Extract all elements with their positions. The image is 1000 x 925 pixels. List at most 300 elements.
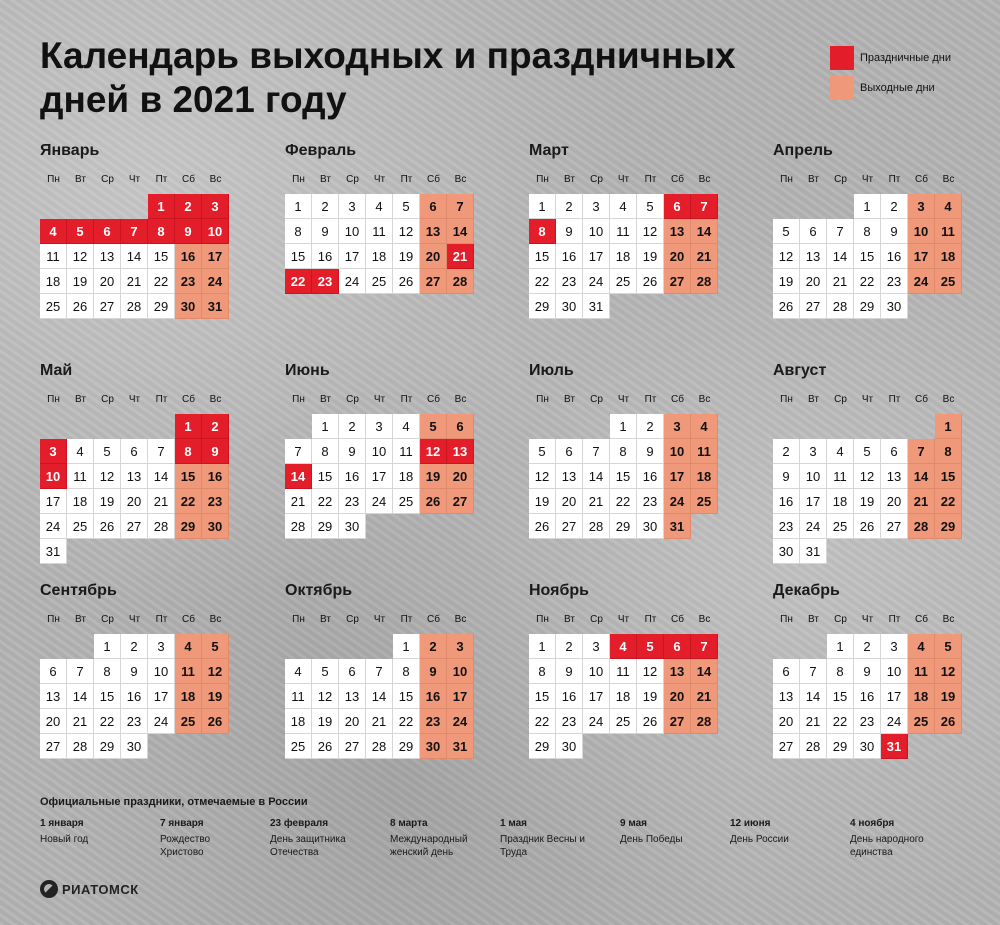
weekend-day-cell: 10 <box>908 219 935 244</box>
day-cell: 26 <box>854 514 881 539</box>
day-cell: 1 <box>854 194 881 219</box>
weekday-label: Сб <box>671 174 684 185</box>
month-name: Октябрь <box>285 582 353 599</box>
day-cell: 8 <box>529 659 556 684</box>
day-cell: 4 <box>285 659 312 684</box>
day-cell: 25 <box>366 269 393 294</box>
day-cell: 18 <box>610 684 637 709</box>
weekday-label: Пн <box>536 394 549 405</box>
day-cell: 10 <box>583 659 610 684</box>
weekday-label: Вс <box>698 174 711 185</box>
day-cell: 18 <box>285 709 312 734</box>
weekend-day-cell: 23 <box>175 269 202 294</box>
month-name: Июль <box>529 362 574 379</box>
weekend-day-cell: 20 <box>447 464 474 489</box>
day-cell: 2 <box>312 194 339 219</box>
day-cell: 11 <box>610 219 637 244</box>
weekend-day-cell: 20 <box>420 244 447 269</box>
weekday-label: Вт <box>564 394 575 405</box>
weekday-label: Чт <box>861 174 874 185</box>
empty-cell <box>339 634 366 659</box>
day-cell: 23 <box>881 269 908 294</box>
weekend-day-cell: 5 <box>202 634 229 659</box>
day-cell: 14 <box>800 684 827 709</box>
month-january <box>40 142 230 319</box>
empty-cell <box>529 414 556 439</box>
weekday-label: Ср <box>101 614 114 625</box>
day-cell: 7 <box>285 439 312 464</box>
day-cell: 17 <box>881 684 908 709</box>
day-cell: 16 <box>773 489 800 514</box>
holiday-item <box>620 817 730 846</box>
month-december <box>773 582 963 759</box>
day-cell: 23 <box>556 269 583 294</box>
weekend-day-cell: 22 <box>935 489 962 514</box>
day-cell: 20 <box>339 709 366 734</box>
day-cell: 29 <box>312 514 339 539</box>
holiday-day-cell: 6 <box>664 194 691 219</box>
day-cell: 24 <box>583 269 610 294</box>
legend-weekend-label: Выходные дни <box>860 82 935 94</box>
day-cell: 28 <box>148 514 175 539</box>
day-cell: 15 <box>312 464 339 489</box>
weekend-day-cell: 19 <box>420 464 447 489</box>
holiday-date: 4 ноября <box>850 818 895 829</box>
day-cell: 28 <box>800 734 827 759</box>
weekday-label: Чт <box>373 174 386 185</box>
day-cell: 26 <box>94 514 121 539</box>
holiday-day-cell: 1 <box>175 414 202 439</box>
weekday-label: Вт <box>75 614 86 625</box>
weekday-label: Ср <box>834 394 847 405</box>
month-may <box>40 362 230 564</box>
weekday-label: Пн <box>536 614 549 625</box>
day-cell: 30 <box>854 734 881 759</box>
holiday-item <box>270 817 370 859</box>
day-cell: 16 <box>556 684 583 709</box>
month-april <box>773 142 963 319</box>
weekend-day-cell: 27 <box>664 269 691 294</box>
day-cell: 8 <box>285 219 312 244</box>
day-cell: 12 <box>529 464 556 489</box>
day-cell: 3 <box>800 439 827 464</box>
weekday-label: Вт <box>75 394 86 405</box>
empty-cell <box>94 194 121 219</box>
weekend-day-cell: 31 <box>447 734 474 759</box>
day-cell: 5 <box>94 439 121 464</box>
weekend-day-cell: 7 <box>908 439 935 464</box>
day-cell: 25 <box>393 489 420 514</box>
legend <box>830 46 951 106</box>
day-cell: 17 <box>583 244 610 269</box>
weekend-day-cell: 6 <box>420 194 447 219</box>
day-cell: 15 <box>285 244 312 269</box>
weekend-day-cell: 25 <box>908 709 935 734</box>
holiday-day-cell: 13 <box>447 439 474 464</box>
weekday-label: Чт <box>617 614 630 625</box>
day-cell: 27 <box>339 734 366 759</box>
month-october <box>285 582 475 759</box>
day-cell: 1 <box>393 634 420 659</box>
weekday-label: Вс <box>454 174 467 185</box>
month-name: Декабрь <box>773 582 840 599</box>
weekday-label: Ср <box>101 174 114 185</box>
day-cell: 1 <box>285 194 312 219</box>
weekday-label: Сб <box>671 614 684 625</box>
day-cell: 7 <box>800 659 827 684</box>
days-grid <box>40 194 230 319</box>
weekday-header <box>285 173 475 187</box>
day-cell: 29 <box>827 734 854 759</box>
days-grid <box>529 194 719 319</box>
month-june <box>285 362 475 539</box>
day-cell: 4 <box>366 194 393 219</box>
day-cell: 11 <box>67 464 94 489</box>
days-grid <box>285 414 475 539</box>
weekday-label: Чт <box>373 394 386 405</box>
weekday-label: Вт <box>75 174 86 185</box>
month-name: Август <box>773 362 827 379</box>
weekend-day-cell: 17 <box>908 244 935 269</box>
weekday-label: Пн <box>292 174 305 185</box>
day-cell: 4 <box>610 194 637 219</box>
day-cell: 9 <box>339 439 366 464</box>
weekend-day-cell: 17 <box>664 464 691 489</box>
day-cell: 31 <box>40 539 67 564</box>
day-cell: 28 <box>366 734 393 759</box>
day-cell: 14 <box>67 684 94 709</box>
days-grid <box>285 634 475 759</box>
day-cell: 18 <box>393 464 420 489</box>
day-cell: 6 <box>773 659 800 684</box>
weekday-label: Ср <box>346 174 359 185</box>
day-cell: 29 <box>610 514 637 539</box>
day-cell: 16 <box>121 684 148 709</box>
day-cell: 29 <box>94 734 121 759</box>
weekend-swatch <box>830 76 854 100</box>
empty-cell <box>908 414 935 439</box>
day-cell: 28 <box>583 514 610 539</box>
day-cell: 1 <box>94 634 121 659</box>
day-cell: 17 <box>583 684 610 709</box>
weekday-header <box>773 613 963 627</box>
day-cell: 6 <box>339 659 366 684</box>
day-cell: 2 <box>881 194 908 219</box>
holiday-name: День России <box>730 834 789 845</box>
day-cell: 23 <box>773 514 800 539</box>
weekend-day-cell: 10 <box>664 439 691 464</box>
day-cell: 19 <box>312 709 339 734</box>
day-cell: 15 <box>854 244 881 269</box>
weekend-day-cell: 30 <box>420 734 447 759</box>
weekday-label: Вт <box>564 614 575 625</box>
weekday-label: Вт <box>320 394 331 405</box>
day-cell: 3 <box>339 194 366 219</box>
day-cell: 29 <box>148 294 175 319</box>
weekend-day-cell: 18 <box>691 464 718 489</box>
day-cell: 10 <box>366 439 393 464</box>
day-cell: 21 <box>800 709 827 734</box>
weekend-day-cell: 29 <box>175 514 202 539</box>
weekday-label: Ср <box>346 614 359 625</box>
day-cell: 27 <box>556 514 583 539</box>
day-cell: 22 <box>854 269 881 294</box>
day-cell: 22 <box>393 709 420 734</box>
holiday-day-cell: 23 <box>312 269 339 294</box>
day-cell: 22 <box>827 709 854 734</box>
day-cell: 10 <box>800 464 827 489</box>
day-cell: 6 <box>40 659 67 684</box>
weekday-label: Сб <box>671 394 684 405</box>
holiday-day-cell: 3 <box>40 439 67 464</box>
weekend-day-cell: 28 <box>908 514 935 539</box>
day-cell: 25 <box>610 269 637 294</box>
day-cell: 21 <box>121 269 148 294</box>
weekend-day-cell: 16 <box>202 464 229 489</box>
holiday-date: 8 марта <box>390 818 428 829</box>
weekday-label: Сб <box>427 614 440 625</box>
day-cell: 30 <box>637 514 664 539</box>
day-cell: 3 <box>583 194 610 219</box>
day-cell: 24 <box>148 709 175 734</box>
weekend-day-cell: 30 <box>175 294 202 319</box>
day-cell: 15 <box>529 684 556 709</box>
weekday-label: Сб <box>182 394 195 405</box>
holiday-day-cell: 6 <box>94 219 121 244</box>
day-cell: 4 <box>827 439 854 464</box>
empty-cell <box>773 194 800 219</box>
day-cell: 9 <box>637 439 664 464</box>
day-cell: 22 <box>529 709 556 734</box>
weekend-day-cell: 13 <box>664 659 691 684</box>
weekday-label: Пн <box>780 174 793 185</box>
weekday-label: Вт <box>564 174 575 185</box>
day-cell: 16 <box>881 244 908 269</box>
holiday-item <box>390 817 490 859</box>
weekend-day-cell: 17 <box>202 244 229 269</box>
weekend-day-cell: 11 <box>691 439 718 464</box>
days-grid <box>285 194 475 294</box>
day-cell: 20 <box>881 489 908 514</box>
day-cell: 21 <box>583 489 610 514</box>
day-cell: 30 <box>556 294 583 319</box>
weekday-label: Чт <box>128 614 141 625</box>
day-cell: 20 <box>556 489 583 514</box>
day-cell: 17 <box>40 489 67 514</box>
month-march <box>529 142 719 319</box>
day-cell: 23 <box>556 709 583 734</box>
weekday-label: Пн <box>47 174 60 185</box>
weekend-day-cell: 24 <box>664 489 691 514</box>
day-cell: 5 <box>312 659 339 684</box>
day-cell: 6 <box>800 219 827 244</box>
days-grid <box>529 634 719 759</box>
empty-cell <box>285 414 312 439</box>
day-cell: 17 <box>366 464 393 489</box>
holiday-date: 1 января <box>40 818 84 829</box>
holiday-name: Международный женский день <box>390 834 468 858</box>
day-cell: 29 <box>529 734 556 759</box>
weekend-day-cell: 19 <box>935 684 962 709</box>
weekend-day-cell: 24 <box>202 269 229 294</box>
holiday-day-cell: 9 <box>202 439 229 464</box>
weekday-label: Чт <box>617 174 630 185</box>
weekday-label: Сб <box>915 614 928 625</box>
day-cell: 28 <box>67 734 94 759</box>
empty-cell <box>854 414 881 439</box>
legend-weekend <box>830 76 951 100</box>
weekend-day-cell: 11 <box>175 659 202 684</box>
holiday-day-cell: 2 <box>202 414 229 439</box>
weekend-day-cell: 16 <box>420 684 447 709</box>
weekend-day-cell: 8 <box>935 439 962 464</box>
weekday-label: Пт <box>155 174 168 185</box>
day-cell: 8 <box>312 439 339 464</box>
weekend-day-cell: 18 <box>908 684 935 709</box>
weekday-label: Сб <box>427 174 440 185</box>
month-name: Февраль <box>285 142 357 159</box>
day-cell: 29 <box>854 294 881 319</box>
day-cell: 25 <box>67 514 94 539</box>
weekend-day-cell: 12 <box>202 659 229 684</box>
day-cell: 14 <box>827 244 854 269</box>
day-cell: 11 <box>827 464 854 489</box>
weekend-day-cell: 13 <box>420 219 447 244</box>
day-cell: 18 <box>610 244 637 269</box>
logo-text: РИАТОМСК <box>62 881 139 897</box>
day-cell: 20 <box>40 709 67 734</box>
weekend-day-cell: 7 <box>447 194 474 219</box>
weekday-label: Вс <box>454 614 467 625</box>
day-cell: 27 <box>94 294 121 319</box>
weekday-label: Сб <box>427 394 440 405</box>
day-cell: 16 <box>556 244 583 269</box>
day-cell: 4 <box>393 414 420 439</box>
month-february <box>285 142 475 294</box>
month-name: Май <box>40 362 73 379</box>
day-cell: 30 <box>881 294 908 319</box>
day-cell: 14 <box>583 464 610 489</box>
empty-cell <box>285 634 312 659</box>
holiday-date: 7 января <box>160 818 204 829</box>
holiday-day-cell: 5 <box>637 634 664 659</box>
weekend-day-cell: 25 <box>175 709 202 734</box>
holiday-day-cell: 5 <box>67 219 94 244</box>
weekend-day-cell: 25 <box>691 489 718 514</box>
day-cell: 28 <box>121 294 148 319</box>
weekday-header <box>40 173 230 187</box>
day-cell: 30 <box>121 734 148 759</box>
day-cell: 15 <box>393 684 420 709</box>
holiday-day-cell: 8 <box>529 219 556 244</box>
month-name: Март <box>529 142 569 159</box>
weekend-day-cell: 20 <box>664 244 691 269</box>
empty-cell <box>583 414 610 439</box>
logo-icon <box>40 880 58 898</box>
empty-cell <box>148 414 175 439</box>
day-cell: 8 <box>94 659 121 684</box>
day-cell: 21 <box>148 489 175 514</box>
day-cell: 11 <box>285 684 312 709</box>
month-name: Январь <box>40 142 100 159</box>
holiday-date: 9 мая <box>620 818 648 829</box>
day-cell: 5 <box>773 219 800 244</box>
weekday-label: Пт <box>400 394 413 405</box>
weekend-day-cell: 16 <box>175 244 202 269</box>
weekend-day-cell: 25 <box>935 269 962 294</box>
day-cell: 25 <box>827 514 854 539</box>
holiday-name: Праздник Весны и Труда <box>500 834 585 858</box>
weekend-day-cell: 19 <box>202 684 229 709</box>
day-cell: 12 <box>312 684 339 709</box>
day-cell: 15 <box>827 684 854 709</box>
holiday-name: День Победы <box>620 834 683 845</box>
empty-cell <box>800 194 827 219</box>
weekend-day-cell: 3 <box>447 634 474 659</box>
weekday-label: Вс <box>942 394 955 405</box>
day-cell: 13 <box>800 244 827 269</box>
weekend-day-cell: 21 <box>691 684 718 709</box>
holiday-day-cell: 8 <box>148 219 175 244</box>
weekend-day-cell: 28 <box>691 709 718 734</box>
holiday-item <box>500 817 600 859</box>
empty-cell <box>67 414 94 439</box>
weekend-day-cell: 4 <box>175 634 202 659</box>
weekday-label: Вт <box>320 174 331 185</box>
empty-cell <box>40 414 67 439</box>
weekend-day-cell: 14 <box>908 464 935 489</box>
holiday-day-cell: 9 <box>175 219 202 244</box>
weekday-header <box>529 393 719 407</box>
day-cell: 12 <box>94 464 121 489</box>
weekday-label: Ср <box>834 614 847 625</box>
weekend-day-cell: 11 <box>935 219 962 244</box>
weekday-label: Пт <box>400 174 413 185</box>
weekday-label: Пт <box>888 174 901 185</box>
day-cell: 5 <box>854 439 881 464</box>
weekend-day-cell: 28 <box>691 269 718 294</box>
holidays-title: Официальные праздники, отмечаемые в России <box>40 796 308 808</box>
day-cell: 16 <box>312 244 339 269</box>
empty-cell <box>827 194 854 219</box>
weekend-day-cell: 3 <box>664 414 691 439</box>
weekday-label: Вс <box>209 614 222 625</box>
day-cell: 28 <box>827 294 854 319</box>
weekday-label: Вт <box>808 394 819 405</box>
weekend-day-cell: 2 <box>420 634 447 659</box>
weekday-label: Сб <box>182 174 195 185</box>
holiday-day-cell: 12 <box>420 439 447 464</box>
holiday-day-cell: 22 <box>285 269 312 294</box>
weekday-label: Ср <box>346 394 359 405</box>
day-cell: 27 <box>800 294 827 319</box>
holiday-date: 1 мая <box>500 818 528 829</box>
weekday-label: Ср <box>101 394 114 405</box>
day-cell: 20 <box>800 269 827 294</box>
weekday-label: Вс <box>209 394 222 405</box>
holiday-date: 23 февраля <box>270 818 329 829</box>
weekday-label: Пн <box>780 394 793 405</box>
holiday-item <box>160 817 240 859</box>
day-cell: 2 <box>854 634 881 659</box>
holiday-day-cell: 8 <box>175 439 202 464</box>
day-cell: 22 <box>312 489 339 514</box>
weekend-day-cell: 30 <box>202 514 229 539</box>
day-cell: 2 <box>773 439 800 464</box>
weekend-day-cell: 23 <box>202 489 229 514</box>
holiday-name: День защитника Отечества <box>270 834 346 858</box>
empty-cell <box>366 634 393 659</box>
